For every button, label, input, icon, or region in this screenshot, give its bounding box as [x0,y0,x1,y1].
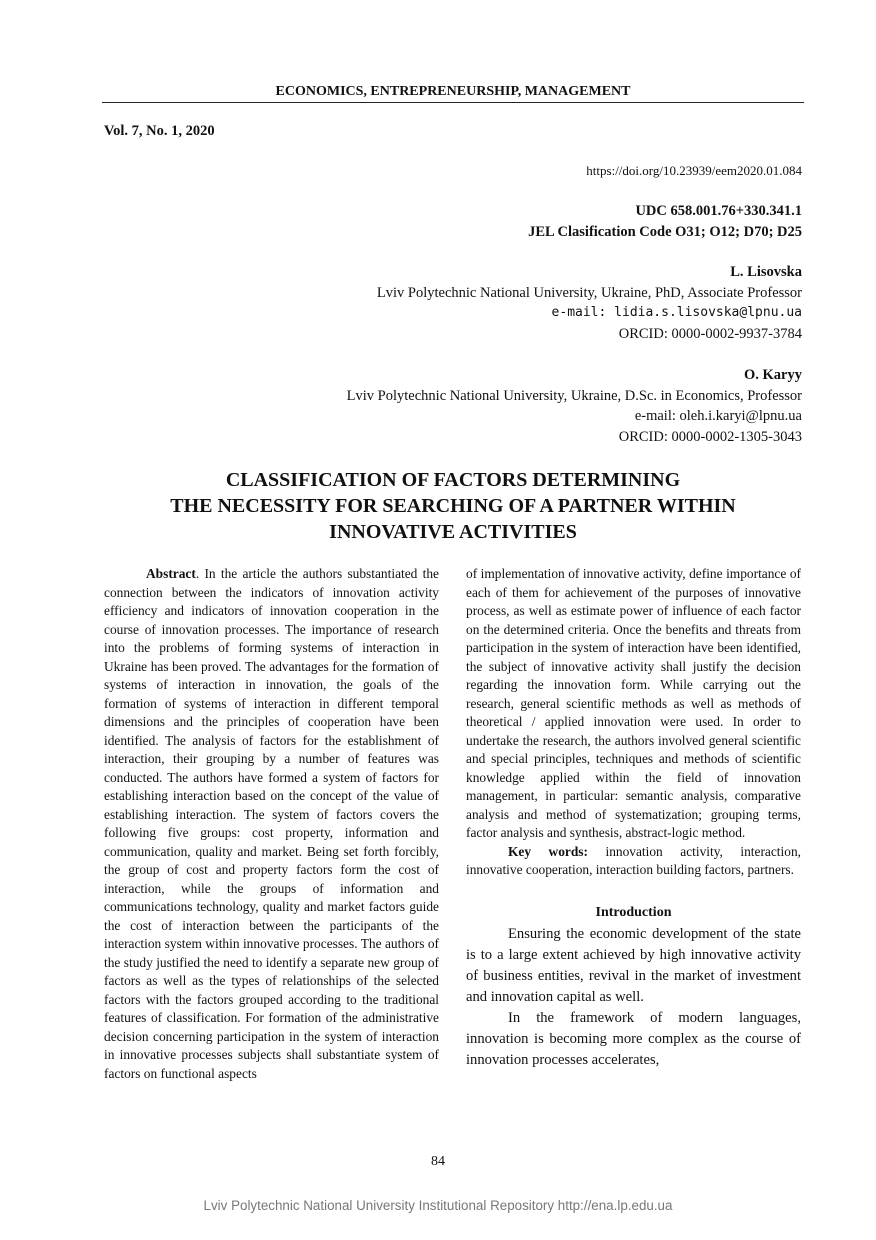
title-line: INNOVATIVE ACTIVITIES [329,521,577,543]
introduction-body [466,924,801,1071]
introduction-paragraph: In the framework of modern languages, innovation is becoming more complex as the course of innovation processes accelerates, [466,1010,801,1068]
title-line: CLASSIFICATION OF FACTORS DETERMINING [225,469,681,491]
author-name: L. Lisovska [730,264,802,280]
jel-code: JEL Clasification Code O31; O12; D70; D25 [528,223,802,240]
column-left [104,565,439,1083]
keywords-paragraph [466,843,801,880]
article-title [102,467,804,545]
introduction-paragraph: Ensuring the economic development of the state is to a large extent achieved by high innovative activity of business entities, revival in the market of investment and innovation capital as well. [466,926,801,1005]
abstract-paragraph [104,565,439,1083]
volume-issue: Vol. 7, No. 1, 2020 [104,123,215,139]
author-email[interactable]: e-mail: lidia.s.lisovska@lpnu.ua [551,305,802,320]
introduction-heading: Introduction [595,904,672,920]
author-orcid: ORCID: 0000-0002-9937-3784 [618,325,802,342]
abstract-continuation: of implementation of innovative activity, define importance of each of them for achievement of the purposes of innovative process, as well as estimate power of influence of each factor on the determined criteria. Once the benefits and threats from participation in the system of interaction have been identified, the subject of innovative activity shall justify the decision regarding the innovation form. While carrying out the research, general scientific methods as well as methods of theoretical / applied innovation were used. In order to undertake the research, the authors involved general scientific and special principles, techniques and methods of scientific knowledge applied within the field of innovation management, in particular: semantic analysis, comparative analysis and method of systematization; grouping terms, factor analysis and synthesis, abstract-logic method. [466,566,801,840]
title-line: THE NECESSITY FOR SEARCHING OF A PARTNER WITHIN [170,495,736,517]
repository-footer: Lviv Polytechnic National University Institutional Repository http://ena.lp.edu.ua [203,1198,673,1213]
author-affiliation: Lviv Polytechnic National University, Ukraine, PhD, Associate Professor [376,284,802,301]
abstract-text: . In the article the authors substantiated the connection between the indicators of innovation activity efficiency and indicators of innovation cooperation in the course of innovation processes. The importance of research into the problems of forming systems of interaction in Ukraine has been proved. The advantages for the formation of systems of interaction in innovation, the goals of the formation of systems of interaction in different temporal dimensions and the principles of cooperation have been identified. The analysis of factors for the establishment of interaction, their grouping by a number of features was conducted. The authors have formed a system of factors for establishing interaction based on the concept of the value of establishing interaction. The system of factors covers the following five groups: cost property, information and communication, quality and market. Being set forth forcibly, the group of cost and property factors form the cost of interaction, while the groups of information and communications technology, quality and market factors guide the cost of interaction between the participants of the interaction system within innovative processes. The authors of the study justified the need to identify a separate new group of factors as well as the types of relationships of the selected factors with the factors grouped according to the traditional features of classification. For formation of the administrative decision concerning participation in the system of interaction in innovative processes subjects shall substantiate system of factors on functional aspects [104,566,439,1081]
author-name: O. Karyy [744,367,802,383]
abstract-label: Abstract [146,566,196,581]
udc-code: UDC 658.001.76+330.341.1 [635,203,802,219]
keywords-text: innovation activity, interaction, innovative cooperation, interaction building factors, partners. [466,843,801,877]
doi-link[interactable]: https://doi.org/10.23939/eem2020.01.084 [586,163,802,178]
author-orcid: ORCID: 0000-0002-1305-3043 [618,428,802,445]
page-number: 84 [431,1154,445,1169]
keywords-label: Key words: [508,843,588,859]
author-email[interactable]: e-mail: oleh.i.karyi@lpnu.ua [634,408,802,424]
author-block-2 [347,365,802,447]
classification-codes [528,201,802,242]
author-affiliation: Lviv Polytechnic National University, Ukraine, D.Sc. in Economics, Professor [346,387,802,404]
column-right [466,565,801,1071]
author-block-1 [377,262,802,344]
journal-header: ECONOMICS, ENTREPRENEURSHIP, MANAGEMENT [102,84,804,103]
